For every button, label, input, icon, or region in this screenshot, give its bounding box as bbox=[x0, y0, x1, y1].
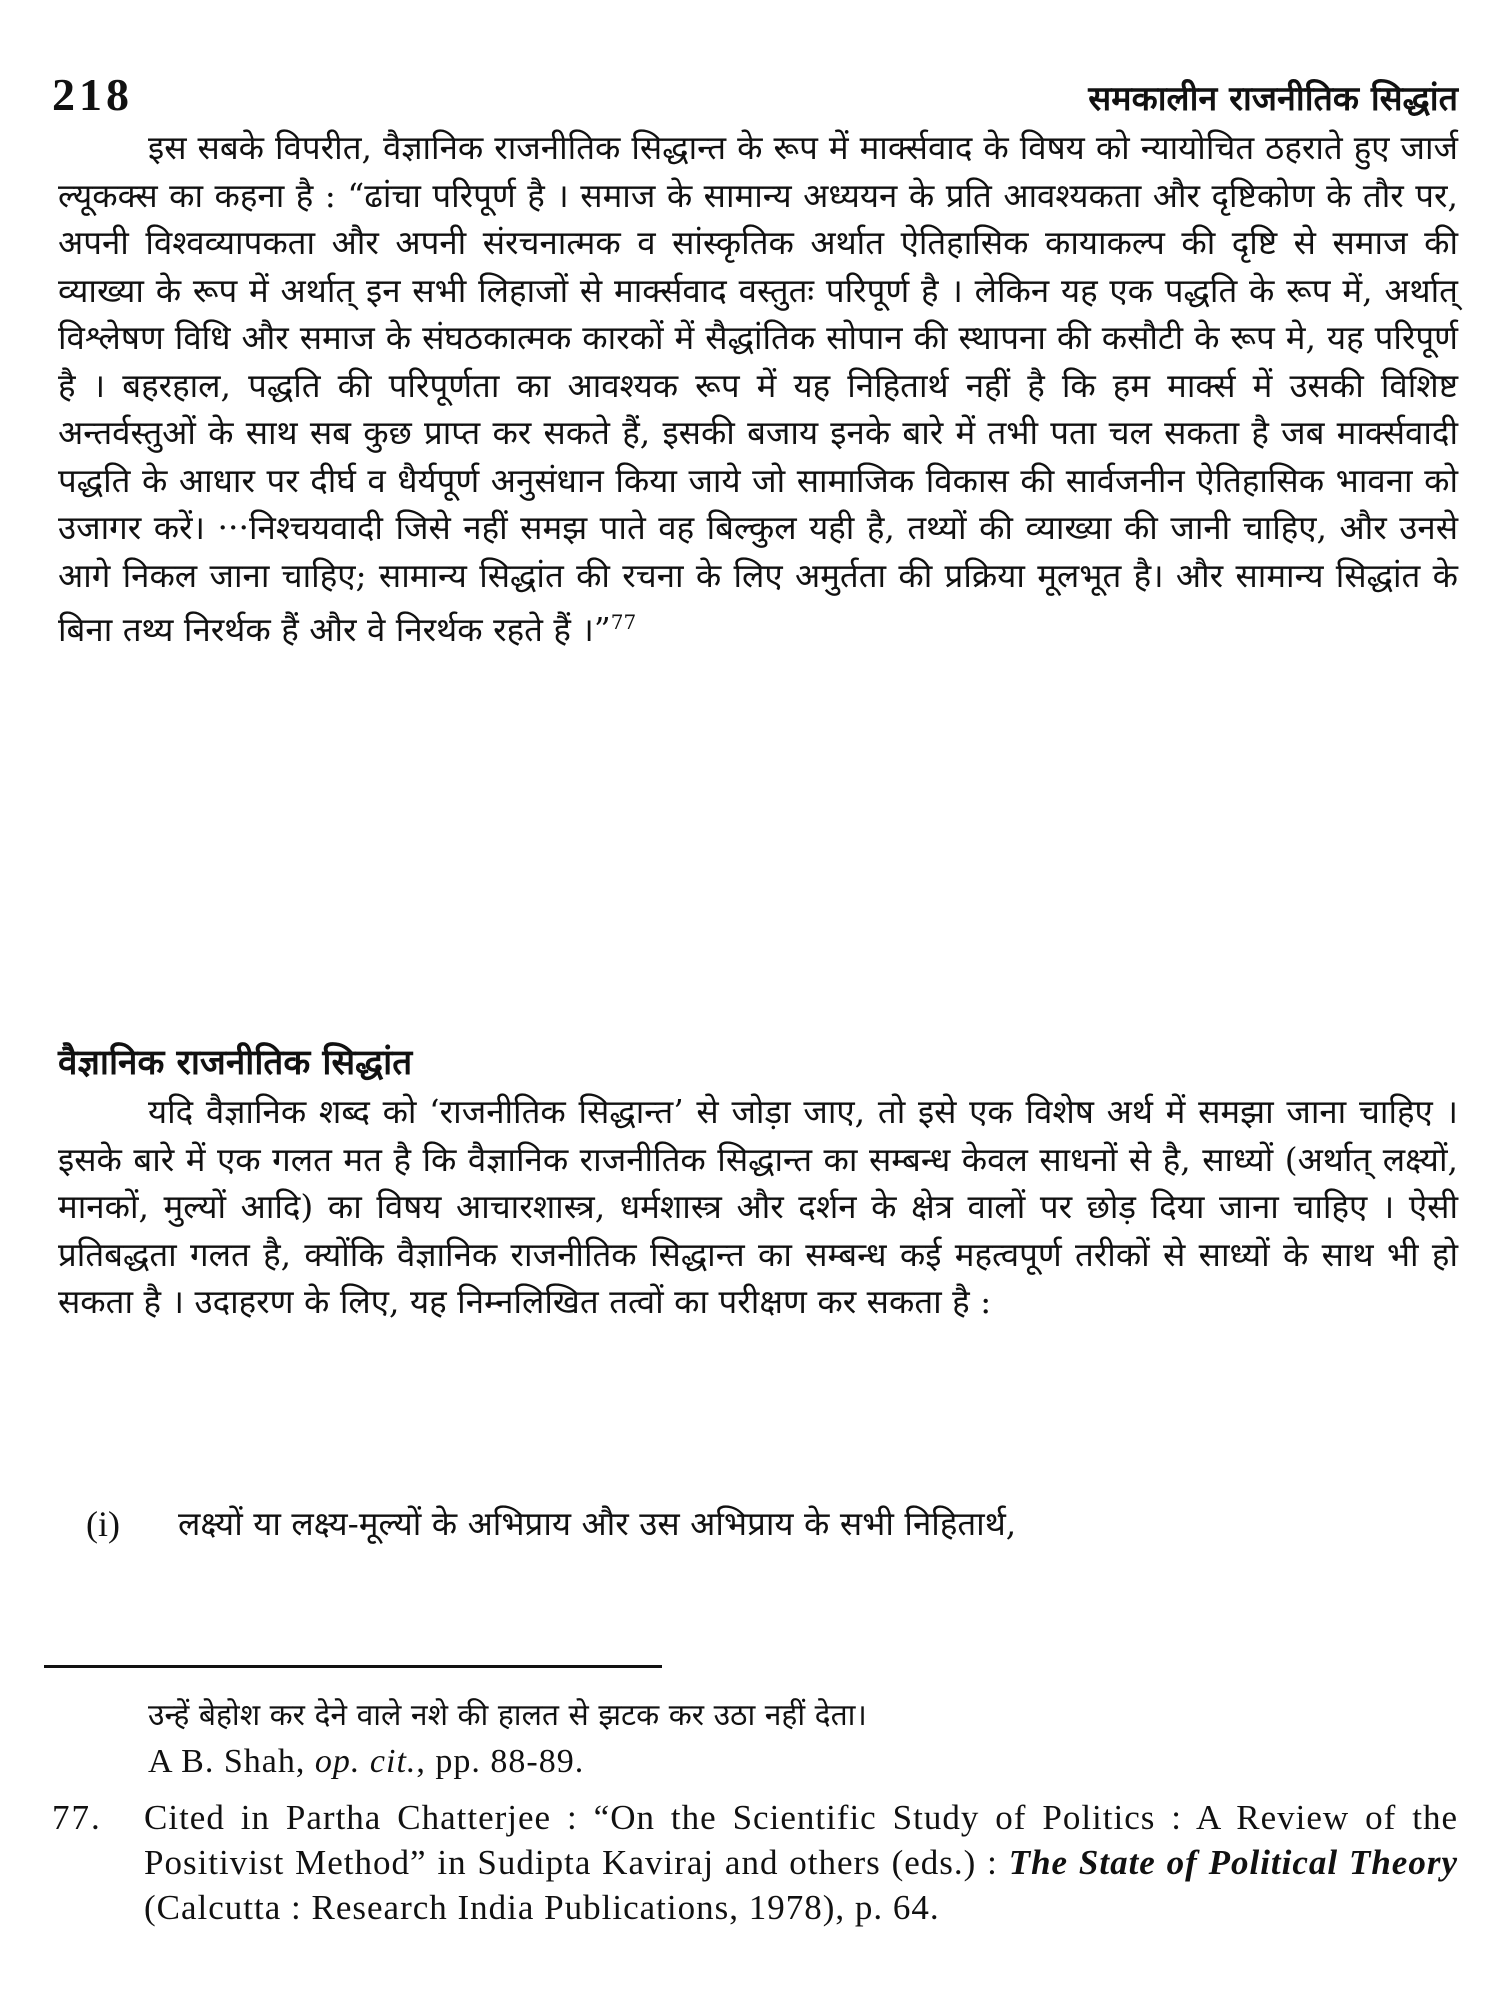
footnote-77-end: (Calcutta : Research India Publications, 1978), p. 64. bbox=[144, 1888, 940, 1927]
list-item bbox=[86, 1500, 1458, 1548]
footnote-continuation-pages: , pp. 88-89. bbox=[416, 1743, 585, 1780]
footnote-77-title: The State of Political Theory bbox=[1008, 1843, 1458, 1882]
footnote-continuation-opcit: op. cit. bbox=[314, 1743, 417, 1780]
page-number: 218 bbox=[52, 69, 133, 120]
footnote-continuation bbox=[148, 1693, 1458, 1786]
list-item-text: लक्ष्यों या लक्ष्य-मूल्यों के अभिप्राय और उस अभिप्राय के सभी निहितार्थ, bbox=[178, 1504, 1017, 1543]
footnote-77 bbox=[52, 1795, 1458, 1930]
footnote-separator bbox=[44, 1665, 662, 1668]
paragraph-2: यदि वैज्ञानिक शब्द को ‘राजनीतिक सिद्धान्त’ से जोड़ा जाए, तो इसे एक विशेष अर्थ में समझा जाना चाहिए । इसके बारे में एक गलत मत है कि वैज्ञानिक राजनीतिक सिद्धान्त का सम्बन्ध केवल साधनों से है, साध्यों (अर्थात् लक्ष्यों, मानकों, मुल्यों आदि) का विषय आचारशास्त्र, धर्मशास्त्र और दर्शन के क्षेत्र वालों पर छोड़ दिया जाना चाहिए । ऐसी प्रतिबद्धता गलत है, क्योंकि वैज्ञानिक राजनीतिक सिद्धान्त का सम्बन्ध कई महत्वपूर्ण तरीकों से साध्यों के साथ भी हो सकता है । उदाहरण के लिए, यह निम्नलिखित तत्वों का परीक्षण कर सकता है : bbox=[58, 1092, 1458, 1321]
footnote-77-body bbox=[144, 1795, 1458, 1930]
running-title: समकालीन राजनीतिक सिद्धांत bbox=[1088, 79, 1458, 119]
footnote-77-text: Cited in Partha Chatterjee : “On the Scientific Study of Politics : A Review of the Positivist Method” in Sudipta Kaviraj and others (eds.) : bbox=[144, 1798, 1458, 1882]
list-item-marker: (i) bbox=[86, 1504, 120, 1544]
section-heading: वैज्ञानिक राजनीतिक सिद्धांत bbox=[58, 1042, 413, 1083]
footnote-reference-77: 77 bbox=[610, 610, 637, 634]
footnote-continuation-author: A B. Shah, bbox=[148, 1743, 306, 1780]
footnote-continuation-text: उन्हें बेहोश कर देने वाले नशे की हालत से झटक कर उठा नहीं देता। bbox=[148, 1698, 867, 1733]
running-head bbox=[52, 68, 1458, 121]
footnote-77-number: 77. bbox=[52, 1798, 102, 1837]
paragraph-1 bbox=[58, 124, 1458, 654]
paragraph-1-text: इस सबके विपरीत, वैज्ञानिक राजनीतिक सिद्धान्त के रूप में मार्क्सवाद के विषय को न्यायोचित ठहराते हुए जार्ज ल्यूकक्स का कहना है : “ढांचा परिपूर्ण है । समाज के सामान्य अध्ययन के प्रति आवश्यकता और दृष्टिकोण के तौर पर, अपनी विश्वव्यापकता और अपनी संरचनात्मक व सांस्कृतिक अर्थात ऐतिहासिक कायाकल्प की दृष्टि से समाज की व्याख्या के रूप में अर्थात् इन सभी लिहाजों से मार्क्सवाद वस्तुतः परिपूर्ण है । लेकिन यह एक पद्धति के रूप में, अर्थात् विश्लेषण विधि और समाज के संघठकात्मक कारकों में सैद्धांतिक सोपान की स्थापना की कसौटी के रूप मे, यह परिपूर्ण है । बहरहाल, पद्धति की परिपूर्णता का आवश्यक रूप में यह निहितार्थ नहीं है कि हम मार्क्स में उसकी विशिष्ट अन्तर्वस्तुओं के साथ सब कुछ प्राप्त कर सकते हैं, इसकी बजाय इनके बारे में तभी पता चल सकता है जब मार्क्सवादी पद्धति के आधार पर दीर्घ व धैर्यपूर्ण अनुसंधान किया जाये जो सामाजिक विकास की सार्वजनीन ऐतिहासिक भावना को उजागर करें। ···निश्चयवादी जिसे नहीं समझ पाते वह बिल्कुल यही है, तथ्यों की व्याख्या की जानी चाहिए, और उनसे आगे निकल जाना चाहिए; सामान्य सिद्धांत की रचना के लिए अमुर्तता की प्रक्रिया मूलभूत है। और सामान्य सिद्धांत के बिना तथ्य निरर्थक हैं और वे निरर्थक रहते हैं ।” bbox=[58, 128, 1458, 649]
